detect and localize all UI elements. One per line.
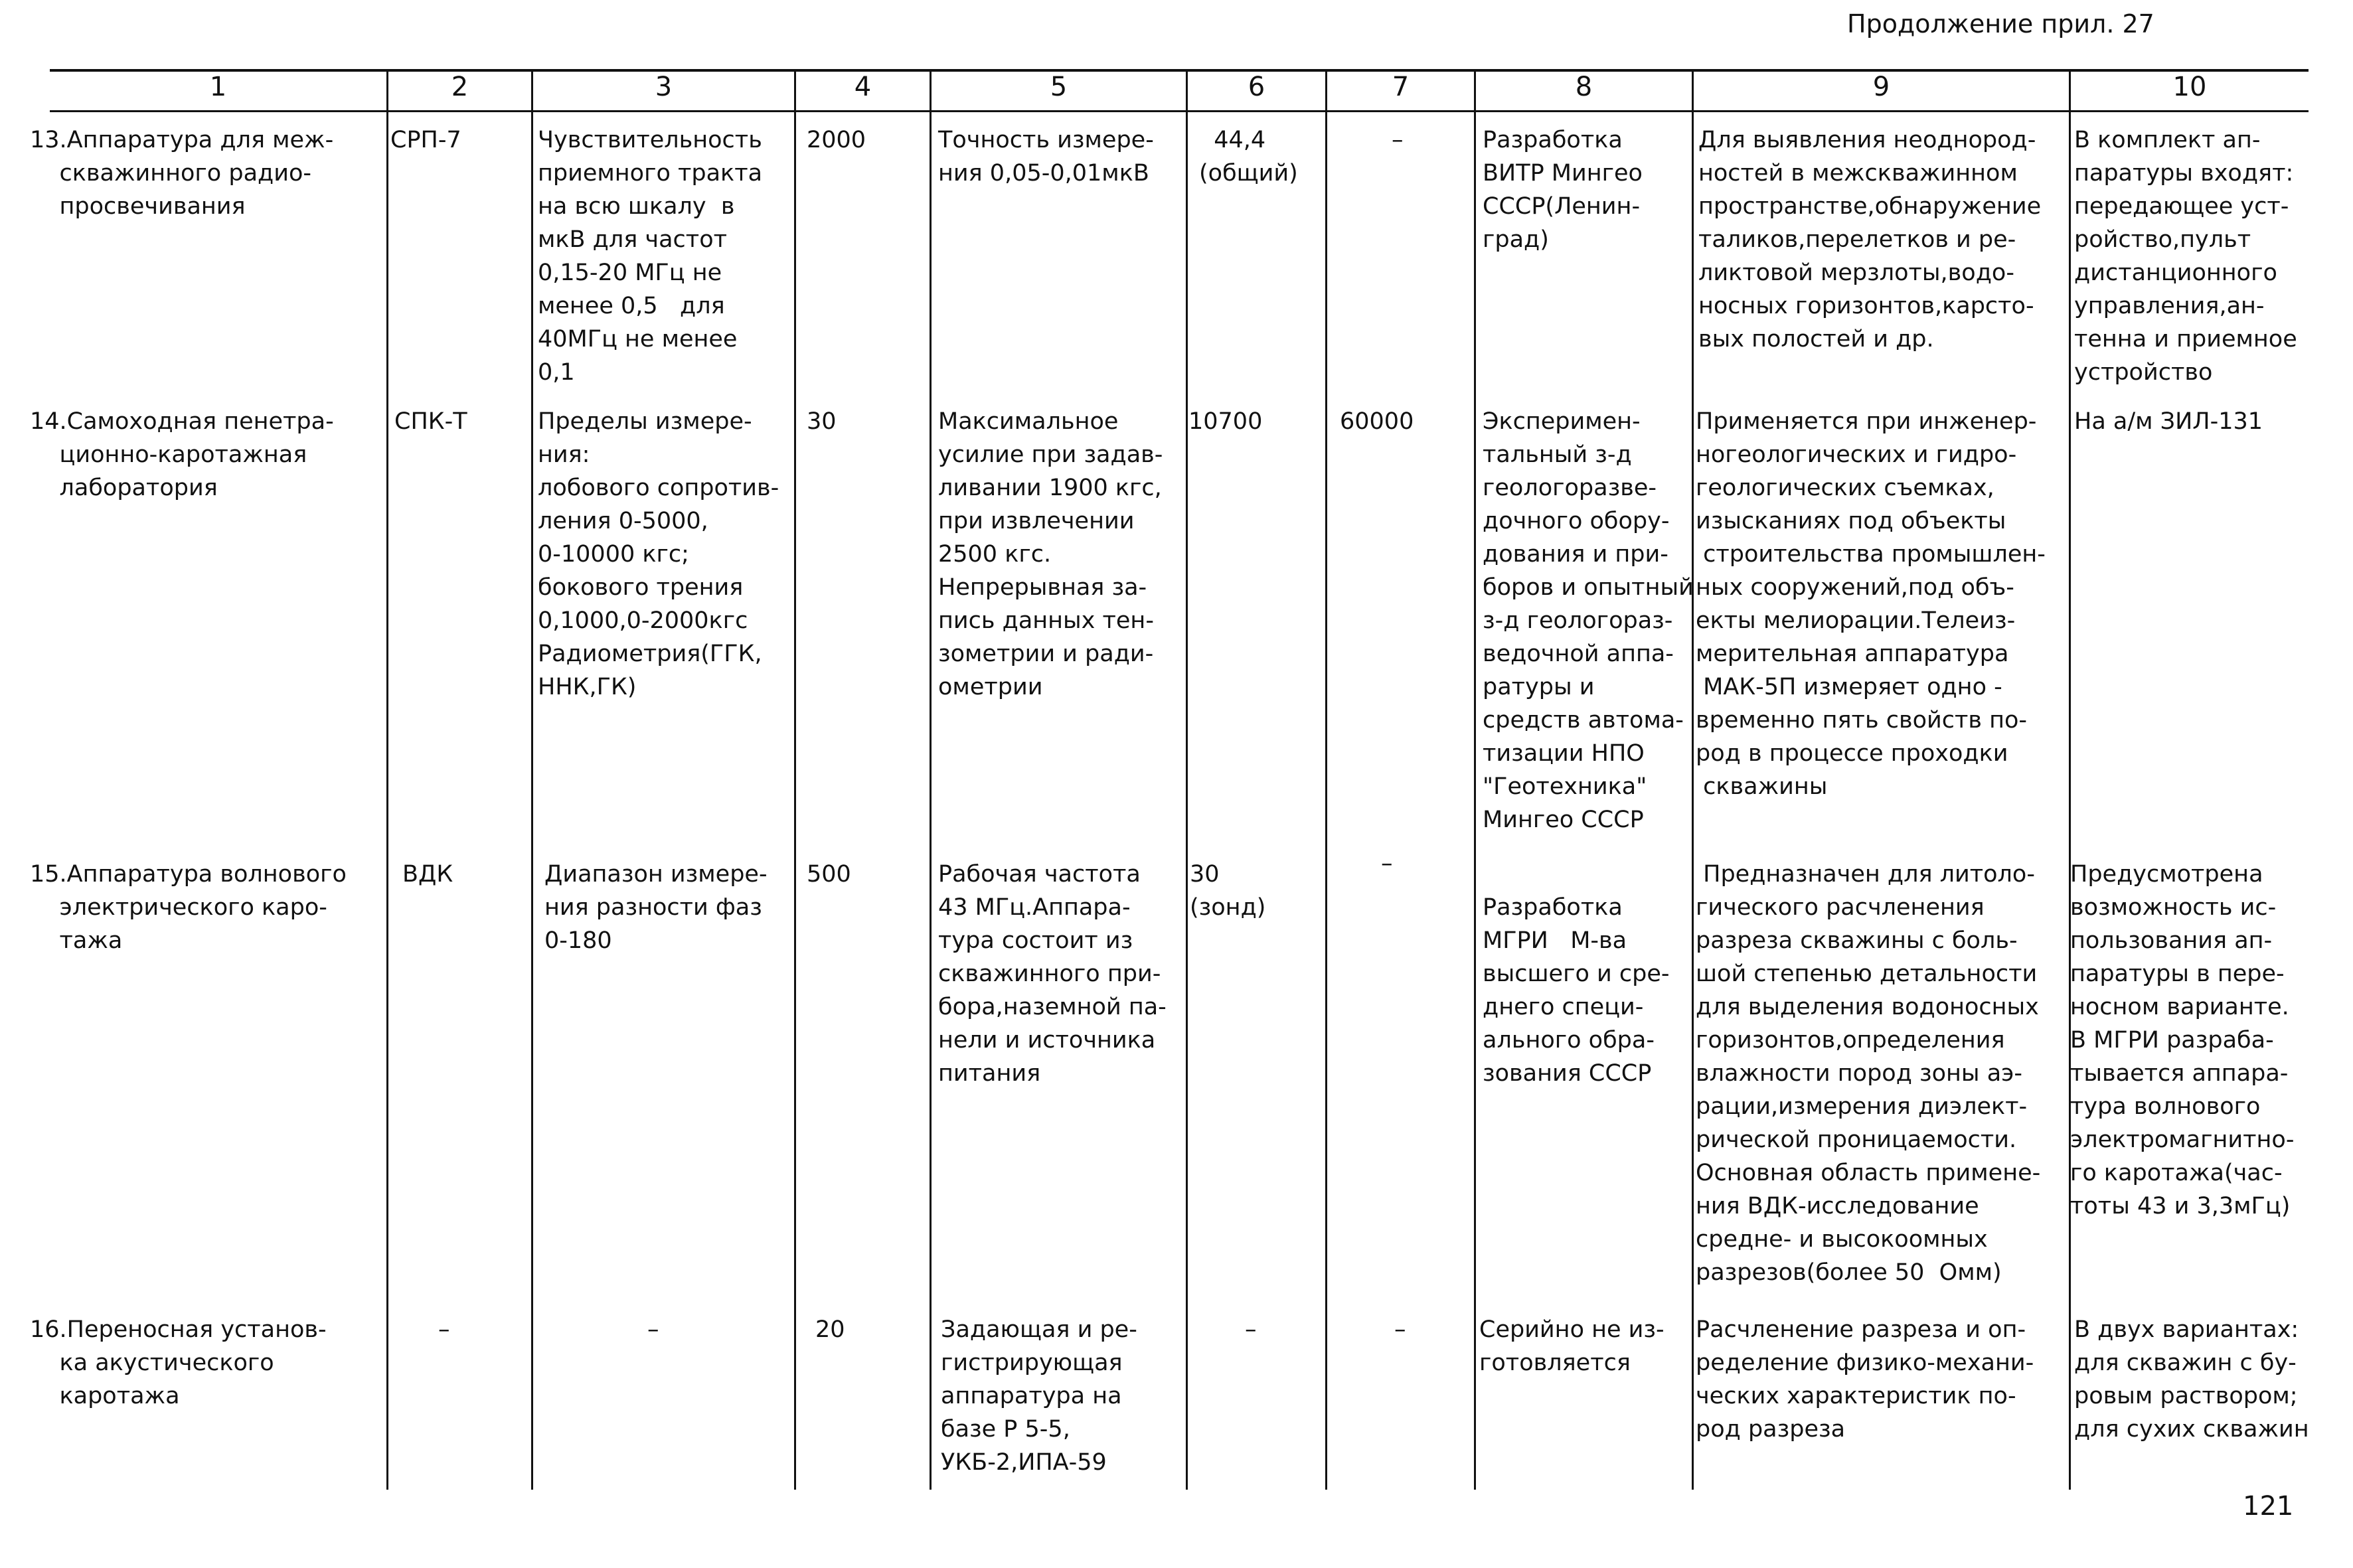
row-16-application: Расчленение разреза и оп- ределение физико-механи- ческих характеристик по- род разреза bbox=[1696, 1316, 2034, 1443]
column-number: 1 bbox=[209, 72, 227, 102]
row-15-col7: – bbox=[1381, 850, 1393, 877]
page-number: 121 bbox=[2243, 1491, 2294, 1522]
column-number: 5 bbox=[1050, 72, 1068, 102]
row-15-col4: 500 bbox=[807, 861, 851, 888]
row-16-col6: – bbox=[1245, 1316, 1257, 1343]
row-14-parameters: Пределы измере- ния: лобового сопротив- ления 0-5000, 0-10000 кгс; бокового трения 0,1000,0-2000кгс Радиометрия(ГГК, ННК,ГК) bbox=[538, 408, 779, 700]
row-14-col6: 10700 bbox=[1188, 408, 1263, 435]
column-divider bbox=[1474, 69, 1476, 1490]
column-divider bbox=[531, 69, 533, 1490]
row-14-model: СПК-Т bbox=[394, 408, 467, 435]
row-15-name: 15.Аппаратура волнового электрического каро- тажа bbox=[30, 861, 347, 954]
column-divider bbox=[386, 69, 388, 1490]
column-number: 9 bbox=[1872, 72, 1890, 102]
continuation-header: Продолжение прил. 27 bbox=[1847, 9, 2154, 39]
column-number: 7 bbox=[1392, 72, 1410, 102]
row-14-col7: 60000 bbox=[1340, 408, 1414, 435]
row-13-application: Для выявления неоднород- ностей в межскважинном пространстве,обнаружение таликов,перелетков и ре- ликтовой мерзлоты,водо- носных горизонтов,карсто- вых полостей и др. bbox=[1698, 127, 2042, 353]
row-14-notes: На а/м ЗИЛ-131 bbox=[2074, 408, 2263, 435]
column-number: 4 bbox=[854, 72, 872, 102]
row-14-col5: Максимальное усилие при задав- ливании 1900 кгс, при извлечении 2500 кгс. Непрерывная за- пись данных тен- зометрии и ради- ометрии bbox=[938, 408, 1163, 700]
header-bottom-rule bbox=[50, 110, 2309, 112]
row-15-notes: Предусмотрена возможность ис- пользования ап- паратуры в пере- носном варианте. В МГРИ разраба- тывается аппара- тура волнового электромагнитно- го каротажа(час- тоты 43 и 3,3мГц) bbox=[2070, 861, 2295, 1219]
column-number: 3 bbox=[655, 72, 673, 102]
row-13-col4: 2000 bbox=[807, 127, 866, 153]
row-14-developer: Эксперимен- тальный з-д геологоразве- дочного обору- дования и при- боров и опытный з-д геологораз- ведочной аппа- ратуры и средств автома- тизации НПО "Геотехника" Мингео СССР bbox=[1483, 408, 1694, 833]
row-13-col7: – bbox=[1392, 127, 1404, 153]
row-13-parameters: Чувствительность приемного тракта на всю шкалу в мкВ для частот 0,15-20 МГц не менее 0,5 для 40МГц не менее 0,1 bbox=[538, 127, 763, 386]
column-divider bbox=[2069, 69, 2071, 1490]
row-13-developer: Разработка ВИТР Мингео СССР(Ленин- град) bbox=[1483, 127, 1643, 253]
column-number: 6 bbox=[1248, 72, 1265, 102]
row-13-notes: В комплект ап- паратуры входят: передающее уст- ройство,пульт дистанционного управления,ан- тенна и приемное устройство bbox=[2074, 127, 2297, 386]
column-divider bbox=[1186, 69, 1188, 1490]
row-16-developer: Серийно не из- готовляется bbox=[1479, 1316, 1664, 1376]
row-15-developer: Разработка МГРИ М-ва высшего и сре- днего специ- ального обра- зования СССР bbox=[1483, 894, 1670, 1087]
row-13-col5: Точность измере- ния 0,05-0,01мкВ bbox=[938, 127, 1154, 187]
column-number: 8 bbox=[1575, 72, 1593, 102]
column-divider bbox=[794, 69, 796, 1490]
row-13-name: 13.Аппаратура для меж- скважинного радио- просвечивания bbox=[30, 127, 334, 220]
row-16-model: – bbox=[438, 1316, 450, 1343]
row-13-model: СРП-7 bbox=[390, 127, 461, 153]
column-number: 2 bbox=[451, 72, 469, 102]
row-16-name: 16.Переносная установ- ка акустического каротажа bbox=[30, 1316, 327, 1409]
row-16-col4: 20 bbox=[815, 1316, 845, 1343]
column-number: 10 bbox=[2172, 72, 2207, 102]
row-15-col6: 30 (зонд) bbox=[1190, 861, 1266, 921]
row-13-col6: 44,4 (общий) bbox=[1199, 127, 1298, 187]
row-16-col7: – bbox=[1394, 1316, 1406, 1343]
row-15-model: ВДК bbox=[402, 861, 453, 888]
row-16-parameters: – bbox=[647, 1316, 659, 1343]
column-divider bbox=[930, 69, 932, 1490]
row-14-application: Применяется при инженер- ногеологических и гидро- геологических съемках, изысканиях под объекты строительства промышлен- ных сооружений,под объ- екты мелиорации.Телеиз- мерительная аппаратура МАК-5П измеряет одно - временно пять свойств по- род в процессе проходки скважины bbox=[1696, 408, 2046, 800]
row-14-name: 14.Самоходная пенетра- ционно-каротажная лаборатория bbox=[30, 408, 334, 501]
row-15-application: Предназначен для литоло- гического расчленения разреза скважины с боль- шой степенью детальности для выделения водоносных горизонтов,определения влажности пород зоны аэ- рации,измерения диэлект- рической проницаемости. Основная область примене- ния ВДК-исследование средне- и высокоомных разрезов(более 50 Омм) bbox=[1696, 861, 2041, 1286]
row-15-col5: Рабочая частота 43 МГц.Аппара- тура состоит из скважинного при- бора,наземной па- нели и источника питания bbox=[938, 861, 1167, 1087]
row-15-parameters: Диапазон измере- ния разности фаз 0-180 bbox=[544, 861, 768, 954]
column-divider bbox=[1325, 69, 1327, 1490]
row-16-notes: В двух вариантах: для скважин с бу- ровым раствором; для сухих скважин bbox=[2074, 1316, 2309, 1443]
row-16-col5: Задающая и ре- гистрирующая аппаратура на базе Р 5-5, УКБ-2,ИПА-59 bbox=[941, 1316, 1137, 1476]
row-14-col4: 30 bbox=[807, 408, 837, 435]
